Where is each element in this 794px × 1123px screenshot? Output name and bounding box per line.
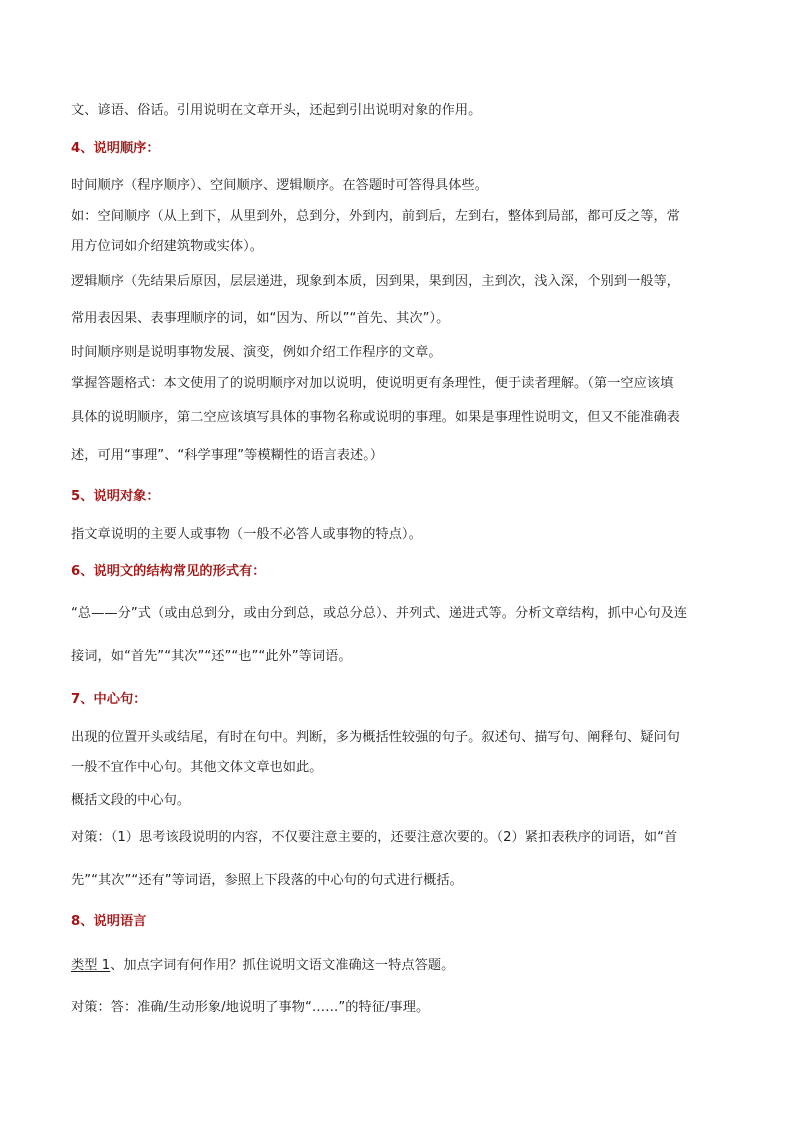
section-heading-5: 5、说明对象：: [71, 489, 160, 504]
paragraph-line: 一般不宜作中心句。其他文体文章也如此。: [71, 760, 323, 775]
section-heading-7: 7、中心句：: [71, 692, 147, 707]
paragraph-line: 概括文段的中心句。: [71, 793, 191, 808]
type-label: 类型 1: [71, 958, 111, 973]
paragraph-line: 时间顺序（程序顺序）、空间顺序、逻辑顺序。在答题时可答得具体些。: [71, 178, 488, 193]
section-heading-8: 8、说明语言: [71, 914, 147, 929]
paragraph-line: 接词，如“首先”“其次”“还”“也”“此外”等词语。: [71, 649, 352, 664]
paragraph-line: 具体的说明顺序，第二空应该填写具体的事物名称或说明的事理。如果是事理性说明文，但又不能准确表: [71, 410, 680, 425]
paragraph-line: 指文章说明的主要人或事物（一般不必答人或事物的特点）。: [71, 527, 422, 542]
paragraph-line: 对策：（1）思考该段说明的内容，不仅要注意主要的，还要注意次要的。（2）紧扣表秩序的词语，如“首: [71, 830, 678, 845]
paragraph-line: 对策：答：准确/生动形象/地说明了事物“……”的特征/事理。: [71, 1000, 430, 1015]
paragraph-line: 先”“其次”“还有”等词语，参照上下段落的中心句的句式进行概括。: [71, 873, 463, 888]
type-question-text: 、加点字词有何作用？抓住说明文语文准确这一特点答题。: [110, 958, 455, 973]
paragraph-line: 常用表因果、表事理顺序的词，如“因为、所以”“首先、其次”）。: [71, 311, 450, 326]
paragraph-line: 文、谚语、俗话。引用说明在文章开头，还起到引出说明对象的作用。: [71, 103, 482, 118]
section-heading-6: 6、说明文的结构常见的形式有：: [71, 564, 266, 579]
paragraph-line: 述，可用“事理”、“科学事理”等模糊性的语言表述。）: [71, 448, 384, 463]
paragraph-line: [71, 957, 454, 975]
paragraph-line: 掌握答题格式：本文使用了的说明顺序对加以说明，使说明更有条理性，便于读者理解。（第一空应该填: [71, 376, 674, 391]
section-heading-4: 4、说明顺序：: [71, 141, 160, 156]
paragraph-line: “总——分”式（或由总到分，或由分到总，或总分总）、并列式、递进式等。分析文章结构，抓中心句及连: [71, 606, 688, 621]
paragraph-line: 出现的位置开头或结尾，有时在句中。判断，多为概括性较强的句子。叙述句、描写句、阐释句、疑问句: [71, 730, 680, 745]
paragraph-line: 逻辑顺序（先结果后原因，层层递进，现象到本质，因到果，果到因，主到次，浅入深，个别到一般等，: [71, 274, 680, 289]
paragraph-line: 时间顺序则是说明事物发展、演变，例如介绍工作程序的文章。: [71, 345, 442, 360]
paragraph-line: 用方位词如介绍建筑物或实体）。: [71, 239, 263, 254]
paragraph-line: 如：空间顺序（从上到下，从里到外，总到分，外到内，前到后，左到右，整体到局部，都可反之等，常: [71, 209, 680, 224]
